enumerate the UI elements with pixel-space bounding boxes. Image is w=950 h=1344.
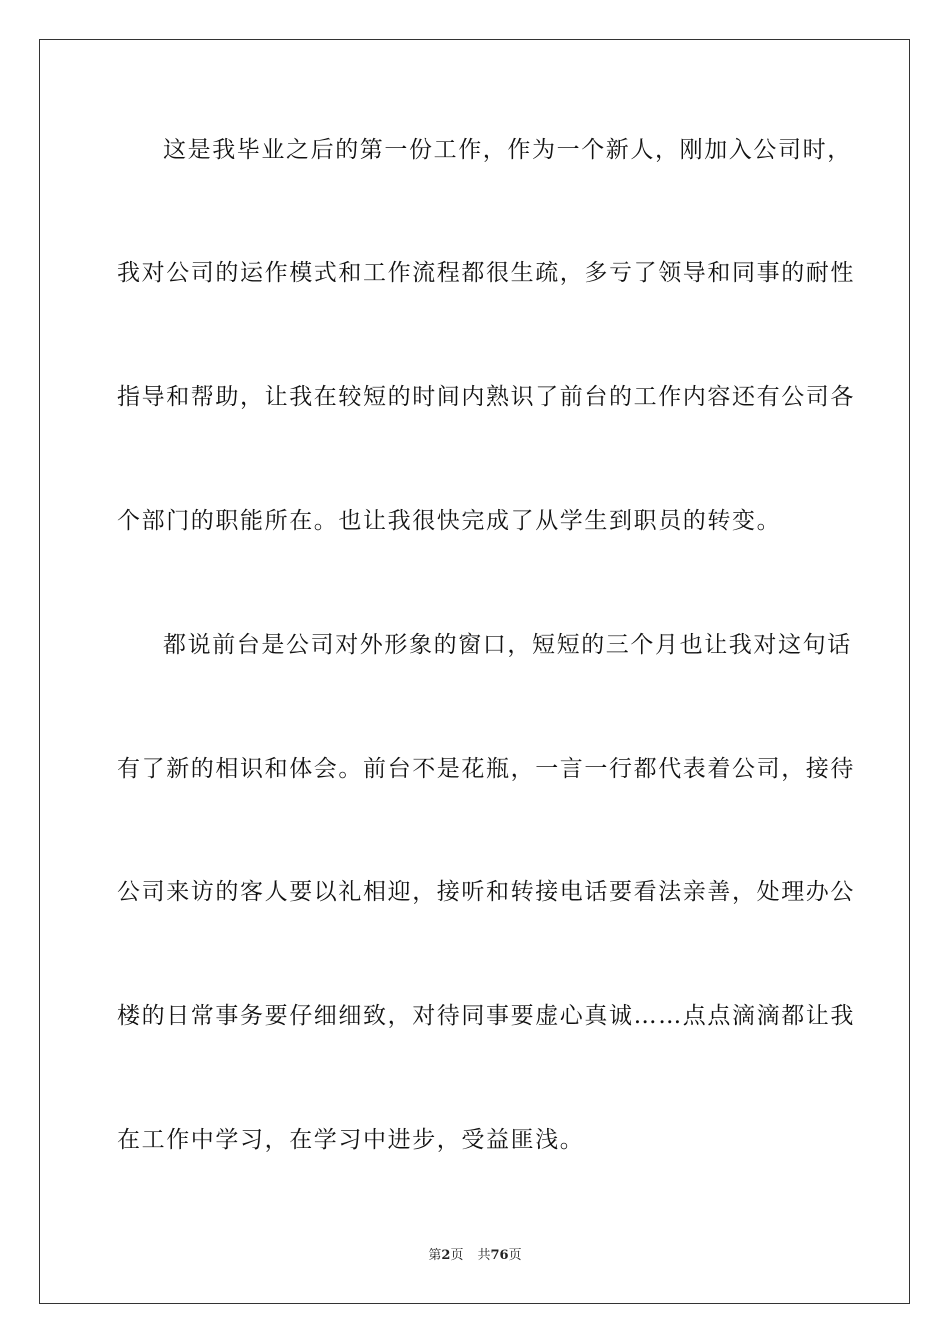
total-pages-label: 共76页 [477, 1248, 522, 1263]
paragraph-line: 我对公司的运作模式和工作流程都很生疏，多亏了领导和同事的耐性 [117, 260, 855, 286]
paragraph-line: 这是我毕业之后的第一份工作，作为一个新人，刚加入公司时， [163, 137, 852, 163]
page-number-label: 第2页 [428, 1248, 464, 1263]
paragraph-line: 楼的日常事务要仔细细致，对待同事要虚心真诚……点点滴滴都让我 [117, 1003, 855, 1029]
paragraph-line: 公司来访的客人要以礼相迎，接听和转接电话要看法亲善，处理办公 [117, 879, 855, 905]
paragraph-line: 个部门的职能所在。也让我很快完成了从学生到职员的转变。 [117, 508, 782, 534]
page-border [39, 39, 910, 1304]
paragraph-line: 在工作中学习，在学习中进步，受益匪浅。 [117, 1127, 585, 1153]
paragraph-line: 指导和帮助，让我在较短的时间内熟识了前台的工作内容还有公司各 [117, 384, 855, 410]
page-footer [0, 1247, 950, 1265]
paragraph-line: 都说前台是公司对外形象的窗口，短短的三个月也让我对这句话 [163, 632, 852, 658]
paragraph-line: 有了新的相识和体会。前台不是花瓶，一言一行都代表着公司，接待 [117, 756, 855, 782]
